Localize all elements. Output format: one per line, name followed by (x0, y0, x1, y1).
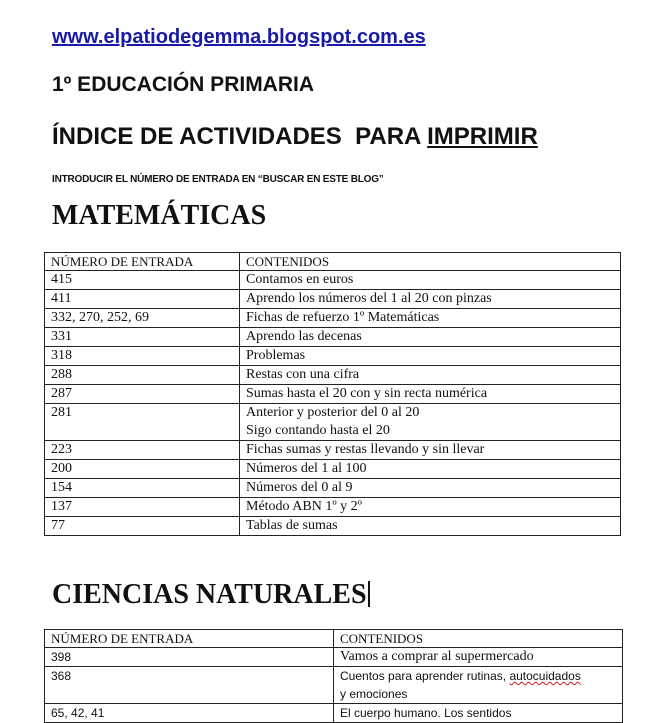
entry-cell: 332, 270, 252, 69 (45, 309, 240, 328)
table-row (45, 667, 623, 704)
content-text: Aprendo las decenas (246, 329, 362, 344)
content-cell (240, 404, 621, 441)
entry-cell: 398 (45, 648, 334, 667)
index-title-text: ÍNDICE DE ACTIVIDADES PARA (52, 123, 428, 150)
entry-cell: 154 (45, 479, 240, 498)
content-cell (240, 479, 621, 498)
table-row (45, 385, 621, 404)
table-row (45, 366, 621, 385)
section-title-matematicas: MATEMÁTICAS (52, 200, 267, 231)
table-row (45, 479, 621, 498)
content-cell (240, 290, 621, 309)
entry-cell: 77 (45, 517, 240, 536)
section-title-ciencias (52, 579, 370, 611)
table-row (45, 648, 623, 667)
table-header-row (45, 253, 621, 271)
content-cell (240, 460, 621, 479)
entry-cell: 288 (45, 366, 240, 385)
instruction-text: INTRODUCIR EL NÚMERO DE ENTRADA EN “BUSCAR EN ESTE BLOG” (52, 174, 384, 185)
content-text: Anterior y posterior del 0 al 20 (246, 405, 420, 420)
column-header: CONTENIDOS (334, 630, 623, 648)
entry-cell: 137 (45, 498, 240, 517)
section-title-text: CIENCIAS NATURALES (52, 579, 367, 610)
entry-cell: 287 (45, 385, 240, 404)
spellcheck-word: autocuidados (509, 669, 581, 683)
content-cell: El cuerpo humano. Los sentidos (334, 704, 623, 723)
table-row (45, 498, 621, 517)
grade-heading: 1º EDUCACIÓN PRIMARIA (52, 73, 315, 96)
content-cell (240, 328, 621, 347)
content-cell (240, 347, 621, 366)
table-row (45, 460, 621, 479)
content-cell (240, 309, 621, 328)
content-cell (240, 271, 621, 290)
column-header: NÚMERO DE ENTRADA (45, 253, 240, 271)
table-row (45, 328, 621, 347)
entry-cell: 411 (45, 290, 240, 309)
entry-cell: 200 (45, 460, 240, 479)
text-cursor (368, 581, 370, 607)
table-row (45, 441, 621, 460)
table-row (45, 290, 621, 309)
entry-cell: 223 (45, 441, 240, 460)
index-title (52, 123, 538, 151)
content-cell (240, 498, 621, 517)
blog-url-link[interactable]: www.elpatiodegemma.blogspot.com.es (52, 26, 426, 48)
matematicas-table (44, 252, 621, 536)
content-cell (240, 385, 621, 404)
content-text: Problemas (246, 348, 306, 363)
content-cell: Vamos a comprar al supermercado (334, 648, 623, 667)
content-text: Sigo contando hasta el 20 (246, 423, 390, 438)
entry-cell: 281 (45, 404, 240, 441)
content-text: y emociones (340, 687, 408, 701)
table-row (45, 517, 621, 536)
content-cell (240, 517, 621, 536)
content-text: Cuentos para aprender rutinas, (340, 669, 510, 683)
table-row (45, 309, 621, 328)
content-text: Números del 0 al 9 (246, 480, 353, 495)
entry-cell: 331 (45, 328, 240, 347)
content-cell (240, 366, 621, 385)
content-text: Fichas sumas y restas llevando y sin llevar (246, 442, 485, 457)
content-text: Tablas de sumas (246, 518, 338, 533)
content-text: Sumas hasta el 20 con y sin recta numérica (246, 386, 488, 401)
table-header-row (45, 630, 623, 648)
content-cell (240, 441, 621, 460)
table-row (45, 347, 621, 366)
table-row (45, 271, 621, 290)
entry-cell: 368 (45, 667, 334, 704)
content-cell (334, 667, 623, 704)
index-title-emphasis: IMPRIMIR (427, 123, 538, 150)
entry-cell: 318 (45, 347, 240, 366)
content-text: Fichas de refuerzo 1º Matemáticas (246, 310, 440, 325)
content-text: Restas con una cifra (246, 367, 360, 382)
content-text: Aprendo los números del 1 al 20 con pinzas (246, 291, 492, 306)
entry-cell: 415 (45, 271, 240, 290)
column-header: CONTENIDOS (240, 253, 621, 271)
content-text: Método ABN 1º y 2º (246, 499, 363, 514)
entry-cell: 65, 42, 41 (45, 704, 334, 723)
table-row (45, 704, 623, 723)
table-row (45, 404, 621, 441)
column-header: NÚMERO DE ENTRADA (45, 630, 334, 648)
ciencias-table (44, 629, 623, 723)
content-text: Contamos en euros (246, 272, 354, 287)
content-text: Números del 1 al 100 (246, 461, 367, 476)
